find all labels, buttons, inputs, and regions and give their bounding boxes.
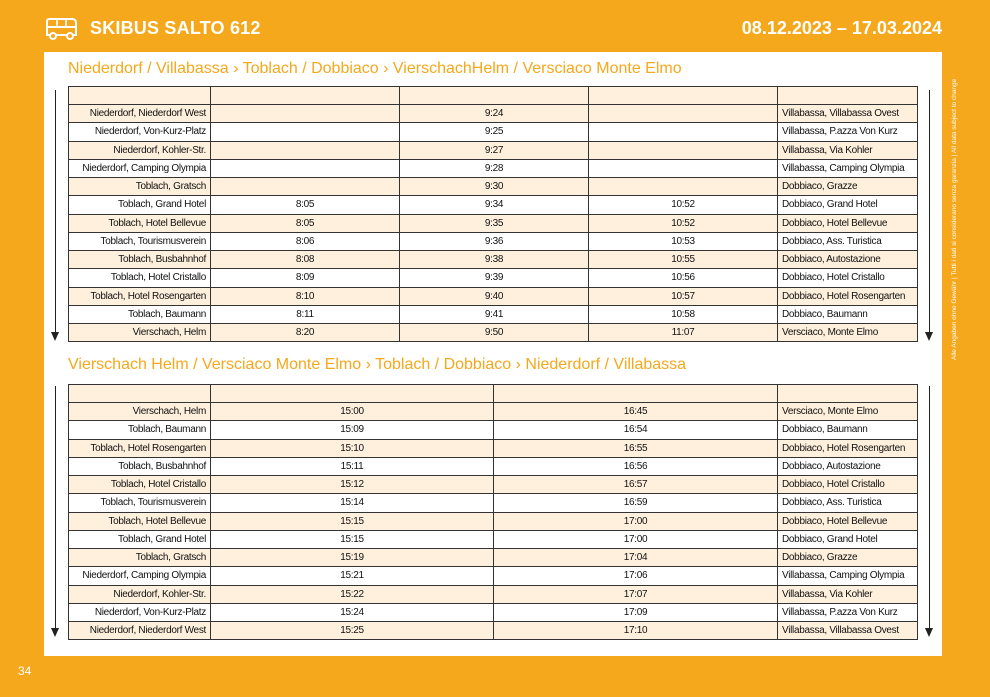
departure-time: 9:30	[400, 178, 589, 196]
table-row	[69, 421, 918, 439]
validity-dates: 08.12.2023 – 17.03.2024	[741, 18, 942, 38]
departure-time	[589, 178, 778, 196]
departure-time: 17:00	[494, 530, 778, 548]
route2-table	[68, 384, 918, 640]
stop-name-it: Dobbiaco, Grand Hotel	[778, 530, 918, 548]
departure-time: 15:19	[211, 549, 494, 567]
stop-name-it: Villabassa, Via Kohler	[778, 585, 918, 603]
stop-name-it: Versciaco, Monte Elmo	[778, 403, 918, 421]
table-row	[69, 105, 918, 123]
departure-time: 17:04	[494, 549, 778, 567]
route1-direction-arrow-right	[925, 90, 935, 341]
bus-icon	[44, 18, 78, 40]
departure-time: 15:11	[211, 457, 494, 475]
departure-time: 10:53	[589, 232, 778, 250]
departure-time: 17:07	[494, 585, 778, 603]
table-row	[69, 305, 918, 323]
departure-time: 15:22	[211, 585, 494, 603]
departure-time: 9:38	[400, 251, 589, 269]
stop-name-it: Dobbiaco, Grazze	[778, 178, 918, 196]
departure-time: 17:06	[494, 567, 778, 585]
stop-name-de: Niederdorf, Camping Olympia	[69, 159, 211, 177]
route2-direction-arrow	[51, 386, 61, 637]
table-row	[69, 567, 918, 585]
departure-time: 15:12	[211, 476, 494, 494]
stop-name-de: Toblach, Hotel Cristallo	[69, 476, 211, 494]
departure-time: 10:57	[589, 287, 778, 305]
stop-name-it: Dobbiaco, Baumann	[778, 421, 918, 439]
route2-direction-arrow-right	[925, 386, 935, 637]
stop-name-it: Villabassa, Via Kohler	[778, 141, 918, 159]
departure-time: 16:59	[494, 494, 778, 512]
departure-time: 8:05	[211, 196, 400, 214]
table-row	[69, 585, 918, 603]
stop-name-de: Niederdorf, Niederdorf West	[69, 105, 211, 123]
timetable-panel	[44, 52, 942, 656]
departure-time: 17:10	[494, 622, 778, 640]
stop-name-it: Villabassa, Camping Olympia	[778, 567, 918, 585]
table-row	[69, 141, 918, 159]
table-row	[69, 476, 918, 494]
stop-name-it: Dobbiaco, Ass. Turistica	[778, 232, 918, 250]
departure-time: 10:58	[589, 305, 778, 323]
table-row	[69, 403, 918, 421]
table-row	[69, 123, 918, 141]
stop-name-it: Dobbiaco, Autostazione	[778, 457, 918, 475]
table-row	[69, 214, 918, 232]
departure-time: 16:56	[494, 457, 778, 475]
departure-time: 15:25	[211, 622, 494, 640]
departure-time: 10:55	[589, 251, 778, 269]
stop-name-de: Niederdorf, Kohler-Str.	[69, 141, 211, 159]
table-row	[69, 269, 918, 287]
route1-table	[68, 86, 918, 342]
departure-time: 15:09	[211, 421, 494, 439]
stop-name-de: Niederdorf, Von-Kurz-Platz	[69, 123, 211, 141]
departure-time	[211, 178, 400, 196]
departure-time: 9:41	[400, 305, 589, 323]
departure-time: 15:15	[211, 512, 494, 530]
table-row	[69, 159, 918, 177]
departure-time: 15:24	[211, 603, 494, 621]
departure-time: 15:00	[211, 403, 494, 421]
stop-name-it: Dobbiaco, Hotel Rosengarten	[778, 287, 918, 305]
stop-name-it: Dobbiaco, Baumann	[778, 305, 918, 323]
stop-name-de: Toblach, Tourismusverein	[69, 232, 211, 250]
table-row	[69, 287, 918, 305]
departure-time: 15:10	[211, 439, 494, 457]
stop-name-de: Vierschach, Helm	[69, 324, 211, 342]
departure-time	[589, 159, 778, 177]
stop-name-de: Toblach, Gratsch	[69, 549, 211, 567]
departure-time: 10:56	[589, 269, 778, 287]
departure-time	[211, 141, 400, 159]
table-row	[69, 622, 918, 640]
table-row	[69, 439, 918, 457]
departure-time: 16:54	[494, 421, 778, 439]
page-header	[0, 0, 990, 48]
departure-time: 11:07	[589, 324, 778, 342]
departure-time: 15:15	[211, 530, 494, 548]
departure-time: 9:39	[400, 269, 589, 287]
stop-name-de: Toblach, Hotel Cristallo	[69, 269, 211, 287]
stop-name-it: Dobbiaco, Hotel Bellevue	[778, 214, 918, 232]
stop-name-de: Toblach, Busbahnhof	[69, 457, 211, 475]
disclaimer-note: Alle Angaben ohne Gewähr | Tutti i dati si considerano senza garanzia | All data subject to change	[951, 78, 958, 360]
departure-time: 9:24	[400, 105, 589, 123]
departure-time: 8:10	[211, 287, 400, 305]
departure-time: 9:50	[400, 324, 589, 342]
route1-direction-arrow	[51, 90, 61, 341]
stop-name-de: Toblach, Tourismusverein	[69, 494, 211, 512]
stop-name-it: Villabassa, P.azza Von Kurz	[778, 123, 918, 141]
table-row	[69, 196, 918, 214]
stop-name-de: Toblach, Baumann	[69, 421, 211, 439]
stop-name-de: Niederdorf, Camping Olympia	[69, 567, 211, 585]
departure-time: 10:52	[589, 196, 778, 214]
departure-time: 8:05	[211, 214, 400, 232]
departure-time: 17:09	[494, 603, 778, 621]
departure-time	[211, 159, 400, 177]
departure-time: 9:25	[400, 123, 589, 141]
departure-time: 9:36	[400, 232, 589, 250]
departure-time: 9:35	[400, 214, 589, 232]
route1-title: Niederdorf / Villabassa › Toblach / Dobbiaco › VierschachHelm / Versciaco Monte Elmo	[68, 60, 682, 77]
stop-name-it: Dobbiaco, Hotel Bellevue	[778, 512, 918, 530]
stop-name-it: Villabassa, P.azza Von Kurz	[778, 603, 918, 621]
stop-name-de: Toblach, Hotel Rosengarten	[69, 439, 211, 457]
table-row	[69, 232, 918, 250]
stop-name-it: Villabassa, Camping Olympia	[778, 159, 918, 177]
departure-time: 8:20	[211, 324, 400, 342]
stop-name-de: Vierschach, Helm	[69, 403, 211, 421]
stop-name-de: Toblach, Hotel Bellevue	[69, 512, 211, 530]
departure-time: 9:34	[400, 196, 589, 214]
departure-time	[589, 141, 778, 159]
stop-name-it: Dobbiaco, Hotel Rosengarten	[778, 439, 918, 457]
departure-time: 8:08	[211, 251, 400, 269]
table-row	[69, 494, 918, 512]
departure-time: 9:27	[400, 141, 589, 159]
stop-name-it: Dobbiaco, Autostazione	[778, 251, 918, 269]
stop-name-it: Villabassa, Villabassa Ovest	[778, 622, 918, 640]
stop-name-it: Dobbiaco, Hotel Cristallo	[778, 269, 918, 287]
table-row	[69, 512, 918, 530]
departure-time: 10:52	[589, 214, 778, 232]
departure-time: 8:09	[211, 269, 400, 287]
departure-time: 15:21	[211, 567, 494, 585]
departure-time	[211, 123, 400, 141]
departure-time	[589, 123, 778, 141]
stop-name-de: Toblach, Baumann	[69, 305, 211, 323]
departure-time: 16:57	[494, 476, 778, 494]
stop-name-it: Dobbiaco, Hotel Cristallo	[778, 476, 918, 494]
departure-time: 9:40	[400, 287, 589, 305]
stop-name-it: Dobbiaco, Ass. Turistica	[778, 494, 918, 512]
departure-time	[211, 105, 400, 123]
stop-name-de: Niederdorf, Niederdorf West	[69, 622, 211, 640]
table-row	[69, 324, 918, 342]
table-header-row	[69, 385, 918, 403]
departure-time: 9:28	[400, 159, 589, 177]
brand-title: SKIBUS SALTO 612	[90, 18, 261, 38]
stop-name-de: Toblach, Grand Hotel	[69, 196, 211, 214]
departure-time	[589, 105, 778, 123]
stop-name-it: Villabassa, Villabassa Ovest	[778, 105, 918, 123]
table-row	[69, 178, 918, 196]
departure-time: 16:55	[494, 439, 778, 457]
table-row	[69, 251, 918, 269]
stop-name-de: Niederdorf, Kohler-Str.	[69, 585, 211, 603]
stop-name-it: Versciaco, Monte Elmo	[778, 324, 918, 342]
departure-time: 8:11	[211, 305, 400, 323]
departure-time: 16:45	[494, 403, 778, 421]
table-row	[69, 603, 918, 621]
stop-name-de: Toblach, Grand Hotel	[69, 530, 211, 548]
stop-name-de: Toblach, Hotel Bellevue	[69, 214, 211, 232]
table-row	[69, 457, 918, 475]
departure-time: 17:00	[494, 512, 778, 530]
stop-name-de: Toblach, Hotel Rosengarten	[69, 287, 211, 305]
stop-name-it: Dobbiaco, Grazze	[778, 549, 918, 567]
page-number: 34	[18, 664, 32, 678]
stop-name-it: Dobbiaco, Grand Hotel	[778, 196, 918, 214]
departure-time: 8:06	[211, 232, 400, 250]
table-row	[69, 530, 918, 548]
route2-title: Vierschach Helm / Versciaco Monte Elmo › Toblach / Dobbiaco › Niederdorf / Villabassa	[68, 356, 687, 373]
stop-name-de: Toblach, Gratsch	[69, 178, 211, 196]
table-row	[69, 549, 918, 567]
table-header-row	[69, 87, 918, 105]
stop-name-de: Toblach, Busbahnhof	[69, 251, 211, 269]
departure-time: 15:14	[211, 494, 494, 512]
stop-name-de: Niederdorf, Von-Kurz-Platz	[69, 603, 211, 621]
